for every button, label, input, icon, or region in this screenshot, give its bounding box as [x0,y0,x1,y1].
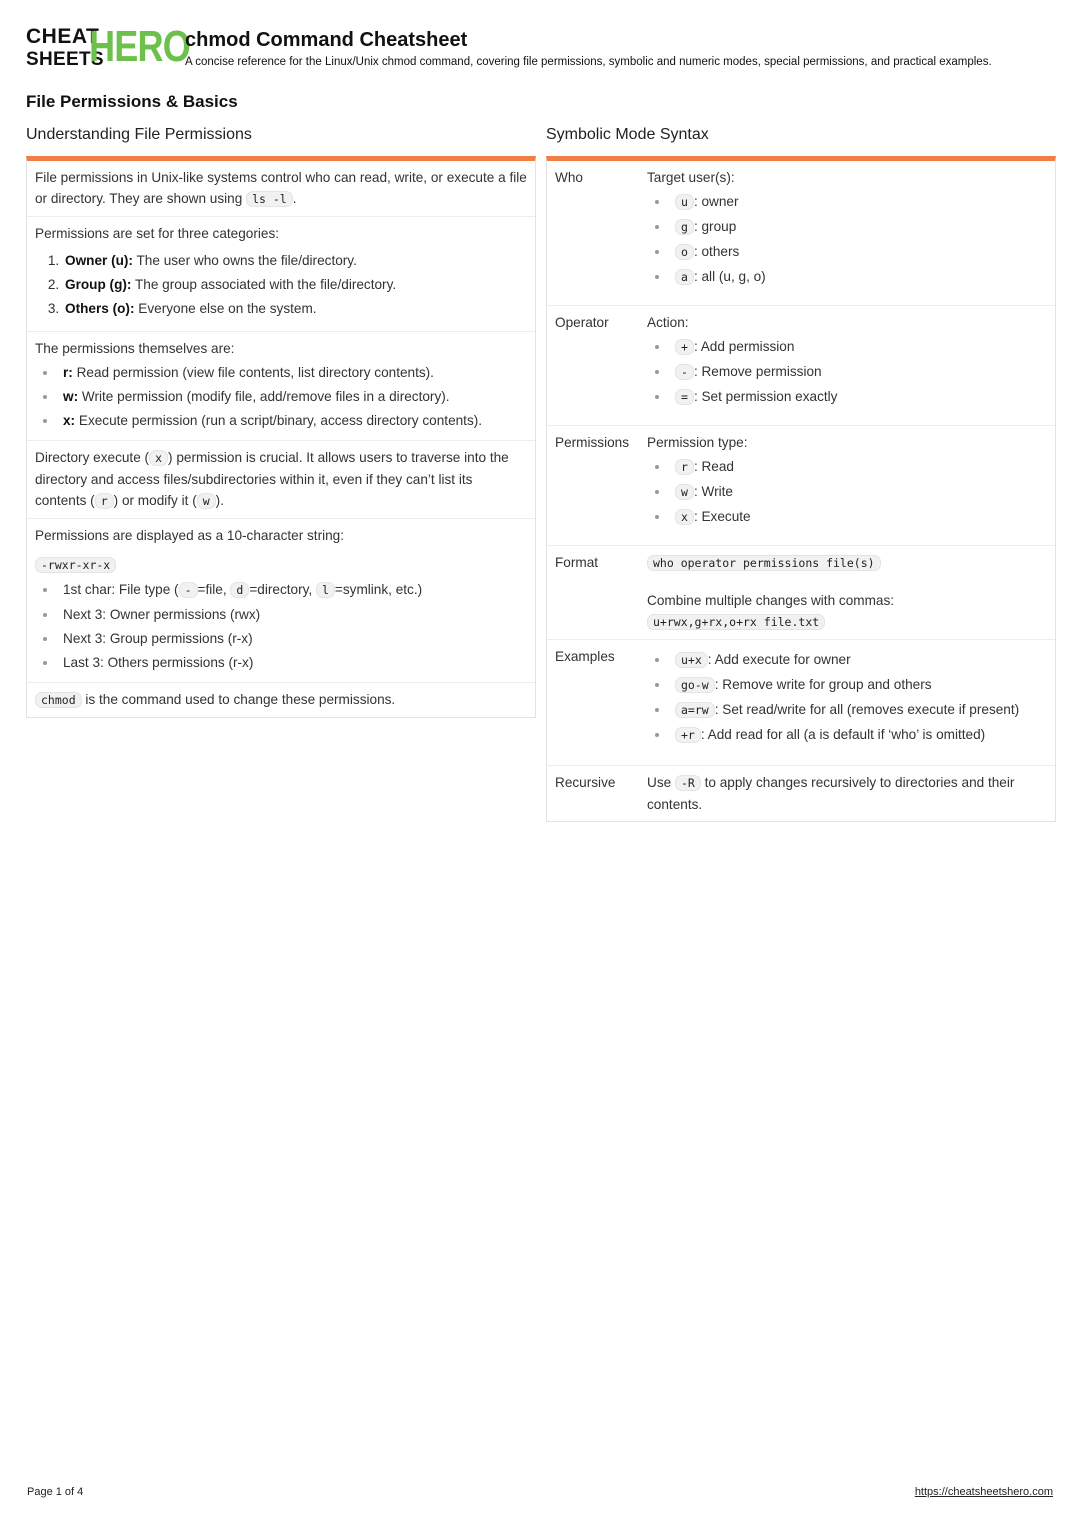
code-ls-l: ls -l [246,191,293,207]
list-item [675,724,1047,746]
row-who [547,161,1055,306]
row-format [547,546,1055,640]
perm-term: w: [63,389,79,404]
list-item [675,361,1047,383]
logo-text-sheets: SHEETS [26,49,104,70]
list-item [63,410,527,431]
category-desc: Everyone else on the system. [138,301,317,316]
item-text: : owner [693,194,739,209]
row-heading: Permission type: [647,435,748,450]
code-minus: - [675,364,694,380]
intro-end: . [292,191,297,206]
row-content [647,766,1055,821]
dir-exec-text: Directory execute ( [35,450,150,465]
list-item [63,250,527,271]
item-text: : others [693,244,740,259]
list-item [675,336,1047,358]
chmod-text: is the command used to change these permissions. [85,692,396,707]
row-label: Recursive [555,775,616,790]
item-text: : Set read/write for all (removes execute if present) [714,702,1020,717]
item-text: : Execute [693,509,751,524]
dir-exec-text: ). [215,493,224,508]
display-list [35,579,527,673]
list-item [675,266,1047,288]
perms-intro: The permissions themselves are: [35,341,235,356]
list-item: Last 3: Others permissions (r-x) [63,652,527,673]
item-text: : Remove permission [693,364,822,379]
category-term: Group (g): [65,277,132,292]
list-item: Next 3: Group permissions (r-x) [63,628,527,649]
who-list [647,191,1047,288]
permission-type-list [647,456,1047,528]
code-combine-example: u+rwx,g+rx,o+rx file.txt [647,614,825,630]
code-w: w [197,493,216,509]
categories-intro: Permissions are set for three categories: [35,226,280,241]
code-l: l [316,582,335,598]
item-text: : Remove write for group and others [714,677,932,692]
right-column [546,126,1056,822]
chmod-block [27,683,535,717]
recursive-text: to apply changes recursively to directories and their contents. [647,775,1015,812]
logo-text-hero: HERO [89,22,190,71]
left-column [26,126,536,718]
list-item [675,386,1047,408]
card-title-understanding: Understanding File Permissions [26,126,252,143]
row-content [647,426,1055,545]
dir-exec-block [27,441,535,519]
category-desc: The group associated with the file/directory. [134,277,397,292]
row-heading: Action: [647,315,689,330]
code-example: u+x [675,652,708,668]
list-item [675,191,1047,213]
item-text: : Add read for all (a is default if ‘who’ is omitted) [700,727,986,742]
row-heading: Target user(s): [647,170,735,185]
list-item [675,674,1047,696]
code-perm-string: -rwxr-xr-x [35,557,116,573]
list-item [675,216,1047,238]
code-d: d [230,582,249,598]
categories-block [27,217,535,332]
card-title-symbolic: Symbolic Mode Syntax [546,126,709,143]
intro-block [27,161,535,217]
code-u: u [675,194,694,210]
categories-list [35,250,527,319]
dir-exec-text: ) or modify it ( [113,493,197,508]
code-format: who operator permissions file(s) [647,555,881,571]
perm-term: x: [63,413,76,428]
row-content [647,546,1055,639]
logo-text-cheat: CHEAT [26,25,100,48]
code-example: a=rw [675,702,715,718]
code-o: o [675,244,694,260]
row-label: Format [555,555,599,570]
code-example: +r [675,727,701,743]
item-text: : Write [693,484,733,499]
row-label: Examples [555,649,615,664]
code-r: r [95,493,114,509]
list-item [63,274,527,295]
page-subtitle: A concise reference for the Linux/Unix chmod command, covering file permissions, symbolic and numeric modes, special permissions, and practical examples. [185,56,992,68]
list-item [675,649,1047,671]
list-item [63,579,527,601]
code-g: g [675,219,694,235]
list-item [63,386,527,407]
display-text: 1st char: File type ( [63,582,179,597]
category-term: Others (o): [65,301,135,316]
dir-exec-text: ) permission is crucial. It allows users to traverse into the directory and access files/subdirectories within it, even if they can’t list its contents ( [35,450,509,508]
page-title: chmod Command Cheatsheet [185,29,468,51]
code-a: a [675,269,694,285]
perm-term: r: [63,365,73,380]
header [26,22,1056,74]
list-item [63,298,527,319]
row-content [647,306,1055,425]
combine-text: Combine multiple changes with commas: [647,593,895,608]
display-intro: Permissions are displayed as a 10-character string: [35,528,345,543]
perm-desc: Execute permission (run a script/binary, access directory contents). [78,413,483,428]
display-text: =file, [197,582,227,597]
examples-list [647,649,1047,746]
code-example: go-w [675,677,715,693]
code-equals: = [675,389,694,405]
item-text: : group [693,219,737,234]
list-item [675,699,1047,721]
item-text: : Read [693,459,734,474]
list-item [675,506,1047,528]
code-w: w [675,484,694,500]
row-recursive [547,766,1055,821]
row-content [647,161,1055,305]
code-x: x [675,509,694,525]
operator-list [647,336,1047,408]
list-item [675,241,1047,263]
row-operator [547,306,1055,426]
category-desc: The user who owns the file/directory. [136,253,357,268]
perm-desc: Write permission (modify file, add/remove files in a directory). [81,389,450,404]
perm-desc: Read permission (view file contents, list directory contents). [76,365,434,380]
code-x: x [149,450,168,466]
item-text: : Set permission exactly [693,389,838,404]
perms-list [35,362,527,431]
list-item [675,481,1047,503]
perms-block [27,332,535,441]
code-chmod: chmod [35,692,82,708]
section-title: File Permissions & Basics [26,92,238,111]
row-label: Operator [555,315,609,330]
row-content [647,640,1055,765]
site-link[interactable]: https://cheatsheetshero.com [914,1486,1053,1498]
row-examples [547,640,1055,766]
list-item: Next 3: Owner permissions (rwx) [63,604,527,625]
row-permissions [547,426,1055,546]
code-r: r [675,459,694,475]
display-block [27,519,535,683]
item-text: : Add permission [693,339,795,354]
code-recursive-flag: -R [675,775,701,791]
card-understanding-permissions [26,156,536,718]
row-label: Who [555,170,583,185]
display-text: =symlink, etc.) [334,582,423,597]
category-term: Owner (u): [65,253,133,268]
page-number: Page 1 of 4 [27,1486,84,1498]
code-dash: - [179,582,198,598]
card-symbolic-mode [546,156,1056,822]
item-text: : Add execute for owner [707,652,851,667]
item-text: : all (u, g, o) [693,269,766,284]
intro-text: File permissions in Unix-like systems control who can read, write, or execute a file or directory. They are shown using [35,170,527,206]
cheatsheets-hero-logo[interactable] [26,22,190,72]
display-text: =directory, [249,582,313,597]
list-item [675,456,1047,478]
code-plus: + [675,339,694,355]
list-item [63,362,527,383]
row-label: Permissions [555,435,630,450]
recursive-text: Use [647,775,672,790]
